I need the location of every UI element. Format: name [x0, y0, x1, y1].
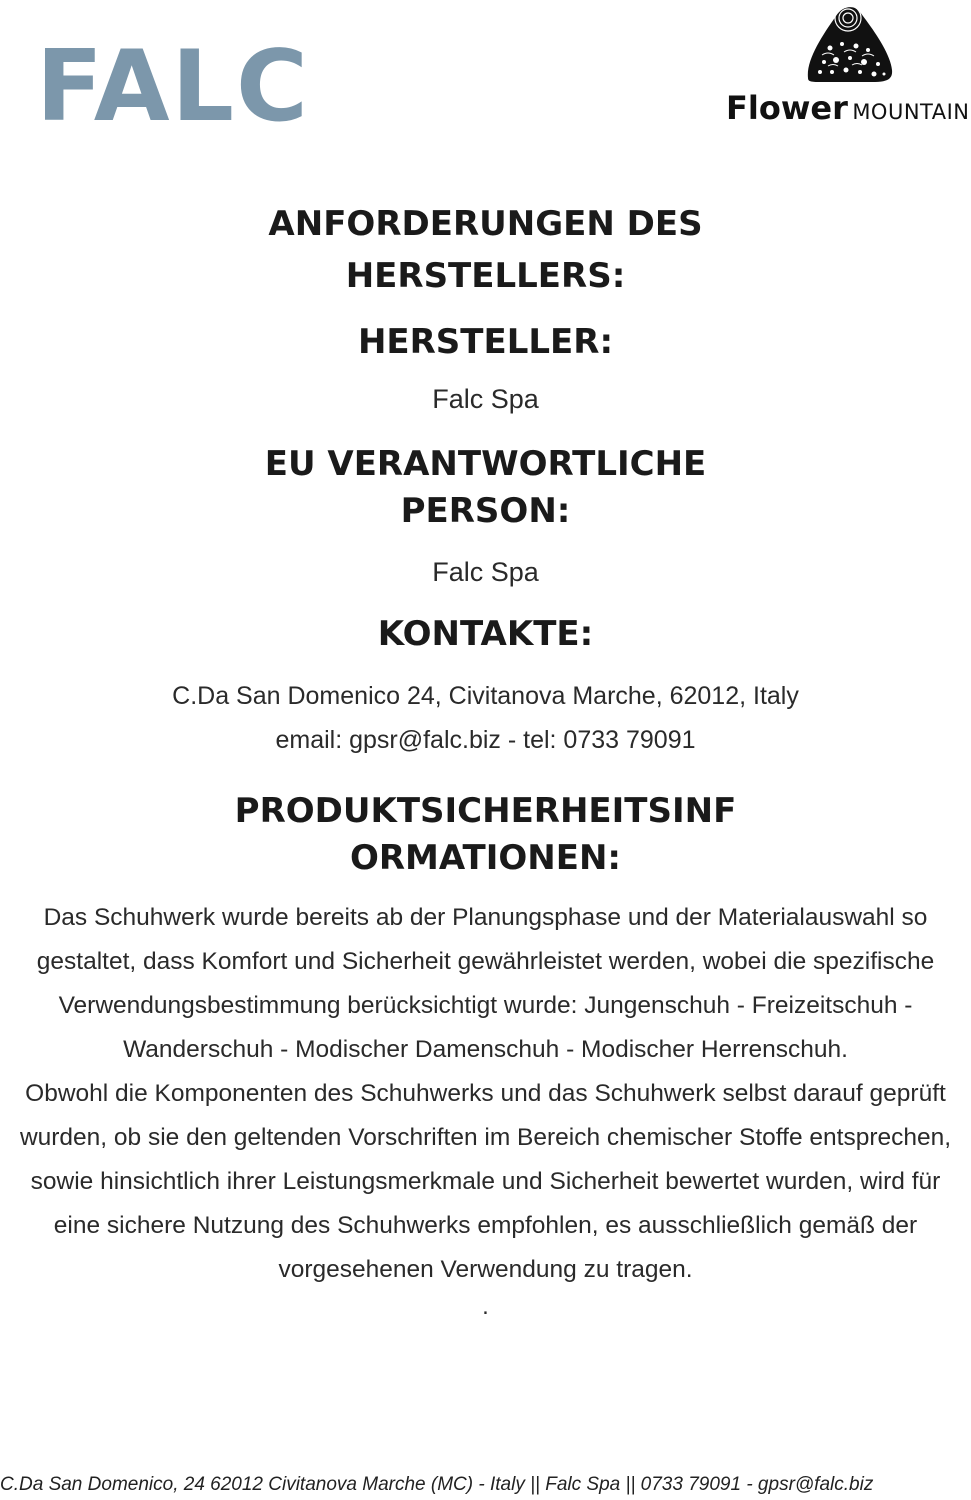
eu-person-label: EU VERANTWORTLICHE PERSON:: [264, 444, 707, 531]
document-body: [0, 198, 971, 1322]
contacts-address: C.Da San Domenico 24, Civitanova Marche, 62012, Italy: [172, 682, 799, 710]
eu-person-value: Falc Spa: [432, 557, 539, 587]
manufacturer-label: HERSTELLER:: [357, 322, 614, 362]
safety-paragraph-1: Das Schuhwerk wurde bereits ab der Planungsphase und der Materialauswahl so gestaltet, dass Komfort und Sicherheit gewährleistet werden, wobei die spezifische Verwendungsbestimmung berücksichtigt wurde: Jungenschuh - Freizeitschuh - Wanderschuh - Modischer Damenschuh - Modischer Herrenschuh.: [36, 904, 935, 1063]
flower-mountain-wordmark: [726, 89, 970, 127]
safety-paragraph-2: Obwohl die Komponenten des Schuhwerks und das Schuhwerk selbst darauf geprüft wurden, ob sie den geltenden Vorschriften im Bereich chemischer Stoffe entsprechen, sowie hinsichtlich ihrer Leistungsmerkmale und Sicherheit bewertet wurden, wird für eine sichere Nutzung des Schuhwerks empfohlen, es ausschließlich gemäß der vorgesehenen Verwendung zu tragen.: [19, 1080, 952, 1283]
contacts-label: KONTAKTE:: [377, 614, 594, 654]
flower-mountain-icon: [802, 0, 896, 84]
falc-logo: FALC: [36, 30, 310, 144]
footer-contact-line: C.Da San Domenico, 24 62012 Civitanova Marche (MC) - Italy || Falc Spa || 0733 79091 - gpsr@falc.biz: [0, 1474, 874, 1495]
flower-word: Flower: [726, 89, 848, 127]
contacts-email-tel: email: gpsr@falc.biz - tel: 0733 79091: [275, 726, 696, 754]
manufacturer-value: Falc Spa: [432, 384, 539, 414]
mountain-word: MOUNTAIN: [852, 100, 970, 124]
flower-mountain-logo: [726, 0, 971, 130]
trailing-dot: .: [482, 1293, 489, 1320]
main-title: ANFORDERUNGEN DES HERSTELLERS:: [268, 204, 703, 296]
safety-label: PRODUKTSICHERHEITSINFORMATIONEN:: [234, 791, 737, 878]
